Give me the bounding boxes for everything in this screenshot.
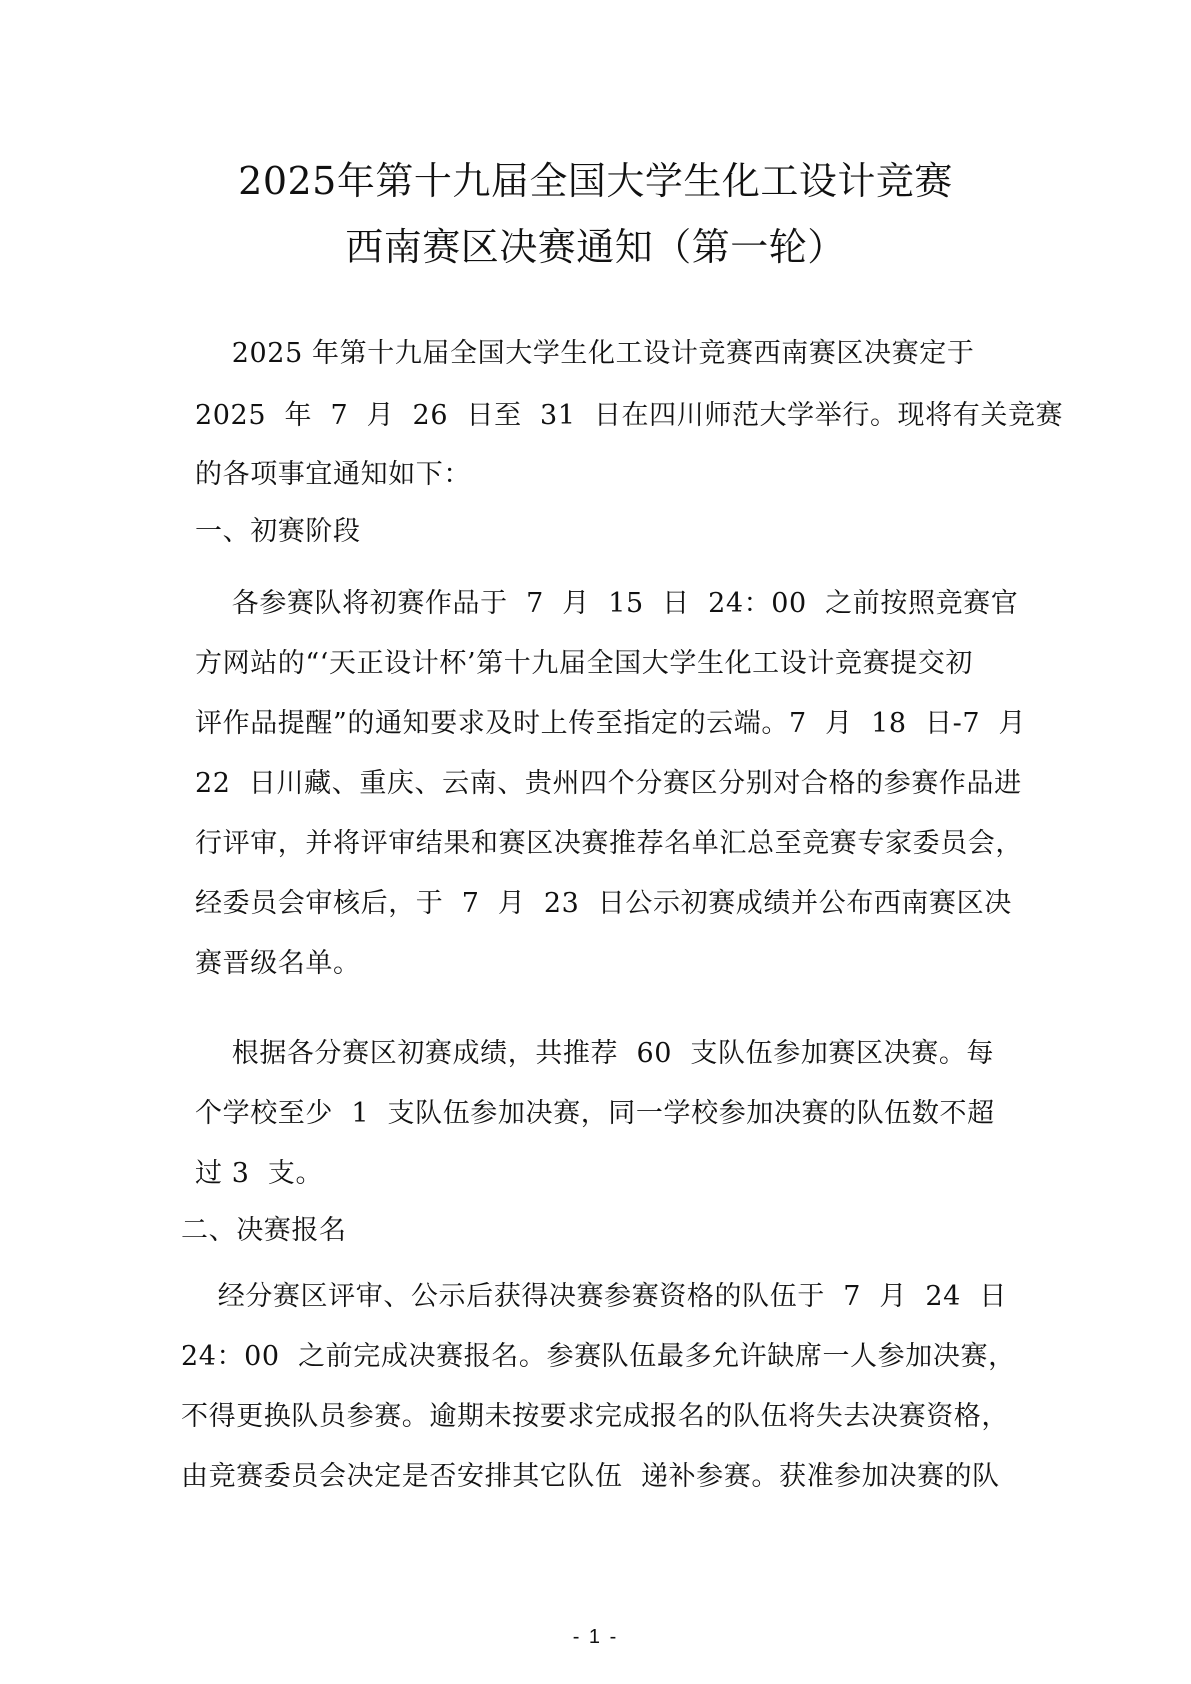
section-heading-1: 一、初赛阶段 <box>195 516 361 547</box>
body-line-3: 的各项事宜通知如下： <box>195 459 471 490</box>
section-heading-2: 二、决赛报名 <box>181 1215 347 1246</box>
document-title-line-2: 西南赛区决赛通知（第一轮） <box>345 225 846 269</box>
body-line-2: 2025 年 7 月 26 日至 31 日在四川师范大学举行。现将有关竞赛 <box>195 400 1064 431</box>
body-line-14: 过 3 支。 <box>195 1158 324 1189</box>
body-line-18: 不得更换队员参赛。逾期未按要求完成报名的队伍将失去决赛资格， <box>181 1401 1009 1432</box>
body-line-6: 方网站的“‘天正设计杯’第十九届全国大学生化工设计竞赛提交初 <box>195 648 973 679</box>
body-line-5: 各参赛队将初赛作品于 7 月 15 日 24：00 之前按照竞赛官 <box>195 588 1019 619</box>
page-number: - 1 - <box>572 1626 619 1648</box>
body-line-17: 24：00 之前完成决赛报名。参赛队伍最多允许缺席一人参加决赛， <box>181 1341 1016 1372</box>
body-line-12: 根据各分赛区初赛成绩，共推荐 60 支队伍参加赛区决赛。每 <box>195 1038 995 1069</box>
body-line-10: 经委员会审核后，于 7 月 23 日公示初赛成绩并公布西南赛区决 <box>195 888 1012 919</box>
body-line-19: 由竞赛委员会决定是否安排其它队伍 递补参赛。获准参加决赛的队 <box>181 1461 1000 1492</box>
body-line-8: 22 日川藏、重庆、云南、贵州四个分赛区分别对合格的参赛作品进 <box>195 768 1022 799</box>
body-line-16: 经分赛区评审、公示后获得决赛参赛资格的队伍于 7 月 24 日 <box>181 1281 1007 1312</box>
body-line-13: 个学校至少 1 支队伍参加决赛，同一学校参加决赛的队伍数不超 <box>195 1098 995 1129</box>
document-title-line-1: 2025年第十九届全国大学生化工设计竞赛 <box>238 159 953 203</box>
body-line-9: 行评审，并将评审结果和赛区决赛推荐名单汇总至竞赛专家委员会， <box>195 828 1023 859</box>
body-line-11: 赛晋级名单。 <box>195 948 361 979</box>
body-line-1: 2025 年第十九届全国大学生化工设计竞赛西南赛区决赛定于 <box>195 338 975 369</box>
body-line-7: 评作品提醒”的通知要求及时上传至指定的云端。7 月 18 日-7 月 <box>195 708 1027 739</box>
